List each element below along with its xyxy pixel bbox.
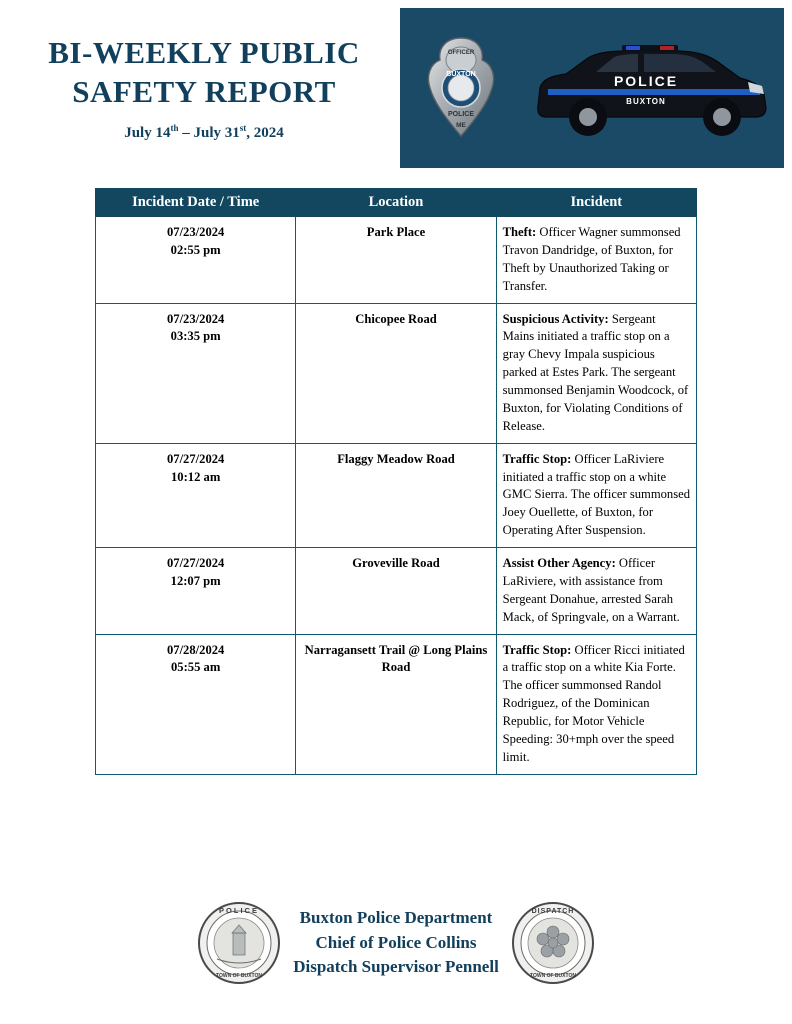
cell-location: Chicopee Road — [296, 303, 496, 443]
date-range-start: July 14 — [124, 125, 171, 142]
svg-text:POLICE: POLICE — [447, 111, 475, 118]
incident-type: Traffic Stop: — [502, 451, 572, 466]
svg-text:BUXTON: BUXTON — [626, 97, 666, 106]
header-graphics — [400, 8, 784, 168]
cell-incident — [496, 548, 696, 635]
report-header-banner — [8, 8, 784, 168]
table-row — [96, 443, 697, 547]
table-row — [96, 634, 697, 774]
incident-table — [95, 188, 697, 775]
incident-type: Suspicious Activity: — [502, 311, 609, 326]
incident-type: Assist Other Agency: — [502, 556, 616, 570]
incident-time: 12:07 pm — [170, 573, 221, 588]
footer-department-name: Buxton Police Department — [299, 908, 493, 928]
date-range-year: , 2024 — [246, 125, 284, 142]
date-range-start-ordinal: th — [170, 123, 179, 134]
table-row — [96, 548, 697, 635]
dispatch-seal-icon — [511, 901, 595, 985]
incident-time: 03:35 pm — [170, 329, 221, 344]
police-suv-icon — [526, 32, 776, 144]
cell-date-time — [96, 548, 296, 635]
cell-incident — [496, 303, 696, 443]
table-header-row — [96, 189, 697, 217]
report-date-range — [124, 123, 284, 142]
svg-text:ME: ME — [456, 122, 466, 129]
incident-time: 10:12 am — [171, 469, 221, 484]
page-title-line-2: SAFETY REPORT — [72, 73, 336, 109]
police-badge-icon — [422, 36, 500, 140]
incident-time: 05:55 am — [171, 660, 221, 675]
date-range-end-ordinal: st — [239, 123, 247, 134]
cell-incident — [496, 634, 696, 774]
cell-date-time — [96, 443, 296, 547]
incident-description: Officer LaRiviere initiated a traffic stop on a white GMC Sierra. The officer summonsed Joey Ouellette, of Buxton, for Operating After Suspension. — [502, 451, 691, 538]
cell-date-time — [96, 217, 296, 304]
page-title-line-1: BI-WEEKLY PUBLIC — [48, 34, 360, 70]
cell-location: Groveville Road — [296, 548, 496, 635]
cell-location: Narragansett Trail @ Long Plains Road — [296, 634, 496, 774]
column-header-incident: Incident — [496, 189, 696, 217]
svg-text:OFFICER: OFFICER — [447, 50, 475, 56]
incident-date: 07/28/2024 — [166, 642, 225, 657]
svg-text:POLICE: POLICE — [219, 906, 260, 915]
incident-date: 07/23/2024 — [166, 225, 225, 239]
incident-date: 07/23/2024 — [166, 311, 225, 326]
incident-date: 07/27/2024 — [166, 451, 225, 466]
cell-incident — [496, 217, 696, 304]
report-footer — [0, 898, 792, 988]
incident-table-container — [95, 188, 697, 775]
incident-description: Officer LaRiviere, with assistance from Sergeant Donahue, arrested Sarah Mack, of Springvale, on a Warrant. — [502, 556, 680, 624]
footer-chief-name: Chief of Police Collins — [315, 932, 477, 952]
incident-type: Theft: — [502, 225, 537, 239]
svg-text:TOWN OF BUXTON: TOWN OF BUXTON — [529, 973, 576, 979]
footer-text-block — [293, 906, 499, 980]
header-title-block — [8, 8, 400, 168]
svg-text:DISPATCH: DISPATCH — [531, 908, 575, 915]
date-range-separator: – July 31 — [178, 125, 240, 142]
cell-location: Flaggy Meadow Road — [296, 443, 496, 547]
incident-description: Officer Wagner summonsed Travon Dandridge, of Buxton, for Theft by Unauthorized Taking or Transfer. — [502, 225, 681, 293]
incident-time: 02:55 pm — [170, 242, 221, 257]
column-header-date: Incident Date / Time — [96, 189, 296, 217]
police-seal-icon — [197, 901, 281, 985]
incident-description: Officer Ricci initiated a traffic stop on a white Kia Forte. The officer summonsed Randol Rodriguez, of the Dominican Republic, for Motor Vehicle Speeding: 30+mph over the speed limit. — [502, 642, 685, 764]
table-row — [96, 217, 697, 304]
svg-text:BUXTON: BUXTON — [446, 71, 476, 78]
footer-dispatch-supervisor: Dispatch Supervisor Pennell — [293, 957, 499, 977]
svg-text:POLICE: POLICE — [613, 73, 679, 89]
column-header-location: Location — [296, 189, 496, 217]
cell-date-time — [96, 303, 296, 443]
table-row — [96, 303, 697, 443]
cell-incident — [496, 443, 696, 547]
incident-description: Sergeant Mains initiated a traffic stop on a gray Chevy Impala suspicious parked at Estes Park. The sergeant summonsed Benjamin Woodcock, of Buxton, for Violating Conditions of Release. — [502, 311, 689, 433]
cell-location: Park Place — [296, 217, 496, 304]
incident-date: 07/27/2024 — [166, 556, 225, 570]
svg-text:TOWN OF BUXTON: TOWN OF BUXTON — [216, 973, 263, 979]
incident-type: Traffic Stop: — [502, 642, 572, 657]
cell-date-time — [96, 634, 296, 774]
